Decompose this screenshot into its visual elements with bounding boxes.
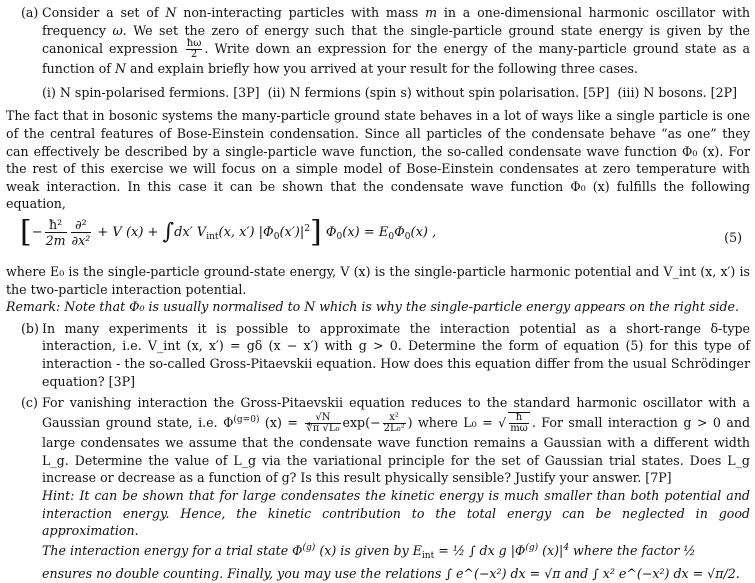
part-c-text-1: For vanishing interaction the Gross-Pitaevskii equation reduces to the standard harmonic oscillator with a Gaussian ground state, i.e. Φ: [42, 395, 750, 430]
part-c-text-2: (x) =: [259, 414, 304, 430]
eq-hbar2: ħ²: [45, 217, 67, 233]
part-a-text-5: . Write down an expression for the energy of the many-particle ground state as a function of: [42, 41, 750, 77]
eq-rhs-1: Φ: [325, 224, 337, 240]
part-b: [6, 320, 750, 390]
hint-2b: (x) is given by E: [315, 542, 422, 558]
part-c-label: (c): [21, 395, 38, 411]
hint-int-sub: int: [421, 550, 435, 561]
equation-5: [6, 215, 750, 261]
eq-rhs-zero-2: 0: [388, 231, 395, 242]
exp-den: 2L₀²: [383, 422, 405, 434]
eq-integrand-3: (x′)|: [279, 224, 305, 240]
hint-2d: (x)|: [538, 542, 564, 558]
part-c-g0: (g=0): [233, 414, 260, 425]
part-a-text-4: . We set the zero of energy such that the single-particle ground state energy is given by the canonical expression: [42, 22, 750, 57]
part-a-cases: [42, 84, 750, 102]
exp-label: exp: [342, 414, 366, 430]
eq-int-sub: int: [206, 231, 219, 242]
part-a-m: m: [425, 5, 438, 20]
eq-rhs-4: (x) ,: [410, 224, 437, 240]
hint-2c: = ½ ∫ dx g |Φ: [434, 542, 526, 558]
part-a-label: (a): [21, 5, 39, 20]
exp-fraction: [383, 413, 406, 434]
part-a-text-1: Consider a set of: [42, 5, 166, 20]
part-c-text-4: . For small interaction g > 0 and large condensates we assume that the condensate wave function remains a Gaussian with a different width L_g. Determine the value of L_g via the variational principle for the set of Gaussian trial states. Does L_g increase or decrease as a function of g? Is this result physically sensible? Justify your answer. [7P]: [42, 414, 751, 486]
frac-numerator: ħω: [186, 38, 202, 50]
length-sqrt: [508, 412, 530, 434]
equation-body: [− $\frac{\text{ħ²}}{2m}$ $\frac{\text{∂²}}{\text{∂x²}}$ + V (x) + ∫dx′ $V_{int}(x$, x′) $|\Phi_0(x')|^2$] $\Phi_0(x) = E_0\Phi_0(x)$ ,: [20, 214, 437, 250]
right-bracket: ]: [309, 214, 322, 250]
frac-denominator: 2: [190, 49, 198, 61]
eq-d2: ∂²: [71, 217, 92, 233]
part-b-label: (b): [21, 320, 39, 336]
exp-num: x²: [383, 413, 406, 424]
case-iii: (iii) N bosons. [2P]: [617, 84, 737, 100]
part-c: (c) For vanishing interaction the Gross-Pitaevskii equation reduces to the standard harmonic oscillator with a Gaussian ground state, i.e. $\Phi^{(g=0)}$ (x) = $\frac{√N}{\text{∜π √L₀}}$ exp(− $\frac{\text{x²}}{\text{2L₀²}}$ ) where L₀ = √ $\frac{ħ}{m\omega}$ . For small interaction g > 0 and large condensates we assume that the condensate wave function remains a Gaussian with a different width L_g. Determine the value of L_g via the variational principle for the set of Gaussian trial states. Does L_g increase or decrease as a function of g? Is this result physically sensible? Justify your answer. [7P] Hint: It can be shown that for large condensates the kinetic energy is much smaller than both potential and interaction energy. Hence, the kinetic contribution to the total energy can be neglected in good approximation. The interaction energy for a trial state $\Phi^{(g)}$ (x) is given by $E_{int}$ = ½ ∫ dx g $|\Phi^{(g)}$ $(x)|^4$ where the factor ½ ensures no double counting. Finally, you may use the relations ∫ e^(−x²) dx = √π and ∫ x² e^(−x²) dx = √π/2.: [21, 395, 751, 582]
eq-zero-sub: 0: [273, 231, 280, 242]
sqrt-den: mω: [510, 423, 528, 435]
where-paragraph: where E₀ is the single-particle ground-state energy, V (x) is the single-particle harmonic potential and V_int (x, x′) is the two-particle interaction potential.: [6, 263, 750, 297]
eq-rhs-zero-3: 0: [404, 231, 411, 242]
hint-gsup: (g): [302, 542, 316, 553]
eq-dx2: ∂x²: [71, 232, 91, 248]
case-ii: (ii) N fermions (spin s) without spin polarisation. [5P]: [267, 84, 610, 100]
part-a-text-3: in a one-dimensional harmonic oscillator with frequency: [42, 5, 750, 38]
case-i: (i) N spin-polarised fermions. [3P]: [42, 84, 260, 100]
hbar-omega-over-2: [186, 39, 203, 60]
eq-rhs-zero: 0: [336, 231, 343, 242]
hint-1: Hint: It can be shown that for large condensates the kinetic energy is much smaller than both potential and interaction energy. Hence, the kinetic contribution to the total energy can be neglected in good approximation.: [42, 487, 750, 539]
eq-integrand-2: (x, x′) |Φ: [218, 224, 274, 240]
part-c-text-3: where L₀ =: [412, 414, 499, 430]
hint-gsup-2: (g): [525, 542, 539, 553]
equation-number: (5): [724, 229, 742, 245]
eq-integrand: dx′ V: [174, 224, 207, 240]
part-b-text: In many experiments it is possible to approximate the interaction potential as a short-range δ-type interaction, i.e. V_int (x, x′) = gδ (x − x′) with g > 0. Determine the form of equation (5) for this type of interaction - the so-called Gross-Pitaevskii equation. How does this equation differ from the usual Schrödinger equation? [3P]: [42, 320, 750, 389]
intro-paragraph: The fact that in bosonic systems the many-particle ground state behaves in a lot of ways like a single particle is one of the central features of Bose-Einstein condensation. Since all particles of the condensate behave “as one” they can effectively be described by a single-particle wave function, the so-called condensate wave function Φ₀ (x). For the rest of this exercise we will focus on a simple model of Bose-Einstein condensates at zero temperature with weak interaction. In this case it can be shown that the condensate wave function Φ₀ (x) fulfills the following equation,: [6, 108, 750, 212]
part-a-N-2: N: [114, 61, 126, 77]
sqrt-num: ħ: [509, 413, 529, 424]
eq-square: 2: [304, 223, 310, 234]
part-a-N: N: [165, 5, 177, 20]
part-a: [6, 4, 750, 101]
eq-2m: 2m: [45, 232, 66, 248]
remark: Remark: Note that Φ₀ is usually normalised to N which is why the single-particle energy appears on the right side.: [6, 299, 739, 315]
part-a-text-6: and explain briefly how you arrived at your result for the following three cases.: [126, 61, 638, 77]
eq-middle: + V (x) +: [97, 224, 159, 240]
norm-num: √N: [305, 413, 340, 424]
left-bracket: [: [20, 214, 32, 250]
hint-four: 4: [563, 542, 570, 553]
integral-sign: ∫: [162, 219, 175, 245]
part-a-text-2: non-interacting particles with mass: [176, 5, 426, 20]
exercise-page: [6, 4, 750, 583]
hbar-squared-over-2m: [45, 217, 67, 248]
eq-rhs-2: (x) = E: [342, 224, 389, 240]
hint-3: ensures no double counting. Finally, you may use the relations ∫ e^(−x²) dx = √π and ∫ x² e^(−x²) dx = √π/2.: [42, 566, 740, 582]
hint-2a: The interaction energy for a trial state Φ: [42, 542, 303, 558]
second-derivative: [71, 217, 92, 248]
norm-den: ∜π √L₀: [306, 422, 340, 434]
normalisation-fraction: [305, 413, 340, 434]
part-a-omega: ω: [112, 22, 123, 38]
eq-rhs-3: Φ: [394, 224, 405, 240]
hint-2e: where the factor ½: [569, 542, 696, 558]
hint-2: [42, 540, 750, 566]
